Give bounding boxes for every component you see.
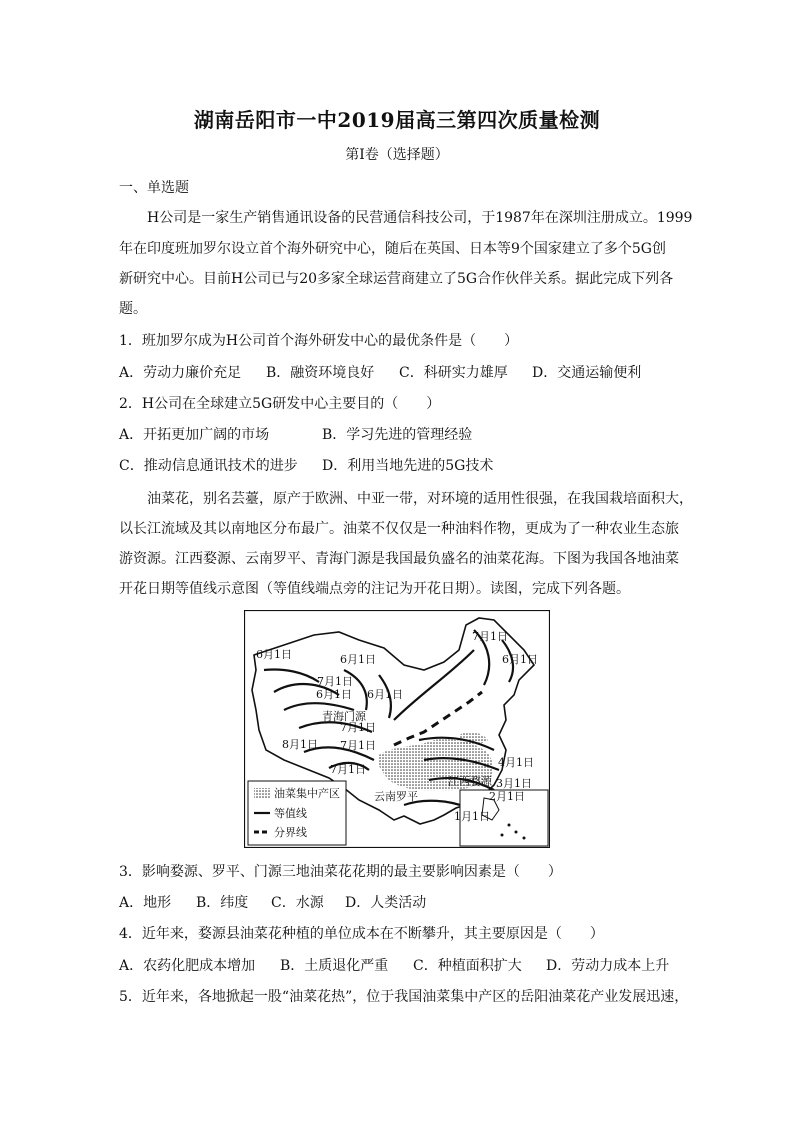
- passage2-line-4: 开花日期等值线示意图（等值线端点旁的注记为开花日期）。读图，完成下列各题。: [119, 581, 630, 597]
- q4-option-d: D．劳动力成本上升: [546, 958, 670, 974]
- q4-option-a: A．农药化肥成本增加: [119, 958, 256, 974]
- map-label: 青海门源: [322, 710, 366, 723]
- q1-option-c: C．科研实力雄厚: [399, 365, 508, 381]
- rapeseed-flowering-map: [244, 610, 550, 848]
- question-5-stem: 5．近年来，各地掀起一股“油菜花热”，位于我国油菜集中产区的岳阳油菜花产业发展迅速，: [119, 989, 689, 1005]
- passage1-line-1: H公司是一家生产销售通讯设备的民营通信科技公司，于1987年在深圳注册成立。1999: [147, 210, 693, 226]
- legend-label: 分界线: [274, 826, 307, 839]
- q3-option-a: A．地形: [119, 895, 172, 911]
- legend-label: 等值线: [274, 807, 307, 820]
- question-2-stem: 2．H公司在全球建立5G研发中心主要目的（ ）: [119, 396, 441, 412]
- q2-option-a: A．开拓更加广阔的市场: [119, 427, 270, 443]
- map-label: 7月1日: [340, 721, 376, 734]
- map-label: 2月1日: [489, 790, 525, 803]
- passage1-line-4: 题。: [119, 301, 147, 317]
- q4-option-b: B．土质退化严重: [280, 958, 389, 974]
- section-heading: 一、单选题: [119, 180, 189, 196]
- passage2-line-1: 油菜花，别名芸薹，原产于欧洲、中亚一带，对环境的适用性很强，在我国栽培面积大，: [147, 491, 693, 507]
- question-4-stem: 4．近年来，婺源县油菜花种植的单位成本在不断攀升，其主要原因是（ ）: [119, 926, 604, 942]
- section-subtitle: 第I卷（选择题）: [345, 147, 449, 163]
- map-label: 7月1日: [330, 763, 366, 776]
- map-label: 6月1日: [316, 688, 352, 701]
- question-3-stem: 3．影响婺源、罗平、门源三地油菜花花期的最主要影响因素是（ ）: [119, 864, 562, 880]
- passage1-line-3: 新研究中心。目前H公司已与20多家全球运营商建立了5G合作伙伴关系。据此完成下列各: [119, 271, 674, 287]
- q3-option-c: C．水源: [271, 895, 324, 911]
- map-label: 8月1日: [282, 738, 318, 751]
- q1-option-b: B．融资环境良好: [266, 365, 375, 381]
- q4-option-c: C．种植面积扩大: [413, 958, 522, 974]
- map-label: 6月1日: [256, 648, 292, 661]
- q2-option-c: C．推动信息通讯技术的进步: [119, 458, 298, 474]
- map-label: 6月1日: [502, 653, 538, 666]
- map-label: 6月1日: [340, 653, 376, 666]
- map-label: 7月1日: [317, 675, 353, 688]
- map-label: 4月1日: [498, 756, 534, 769]
- map-label: 江西婺源: [448, 775, 492, 788]
- map-label: 6月1日: [367, 688, 403, 701]
- q3-option-d: D．人类活动: [345, 895, 427, 911]
- legend-label: 油菜集中产区: [274, 787, 340, 800]
- passage1-line-2: 年在印度班加罗尔设立首个海外研究中心，随后在英国、日本等9个国家建立了多个5G创: [119, 241, 666, 257]
- passage2-line-3: 游资源。江西婺源、云南罗平、青海门源是我国最负盛名的油菜花海。下图为我国各地油菜: [119, 551, 679, 567]
- map-label: 7月1日: [472, 630, 508, 643]
- question-1-stem: 1．班加罗尔成为H公司首个海外研发中心的最优条件是（ ）: [119, 333, 519, 349]
- q1-option-d: D．交通运输便利: [532, 365, 642, 381]
- map-label: 7月1日: [340, 739, 376, 752]
- q2-option-d: D．利用当地先进的5G技术: [322, 458, 494, 474]
- map-label: 1月1日: [454, 810, 490, 823]
- q1-option-a: A．劳动力廉价充足: [119, 365, 242, 381]
- q2-option-b: B．学习先进的管理经验: [322, 427, 473, 443]
- q3-option-b: B．纬度: [196, 895, 249, 911]
- map-label: 3月1日: [496, 777, 532, 790]
- page-title: 湖南岳阳市一中2019届高三第四次质量检测: [193, 108, 601, 132]
- passage2-line-2: 以长江流域及其以南地区分布最广。油菜不仅仅是一种油料作物，更成为了一种农业生态旅: [119, 521, 679, 537]
- map-label: 云南罗平: [374, 790, 418, 803]
